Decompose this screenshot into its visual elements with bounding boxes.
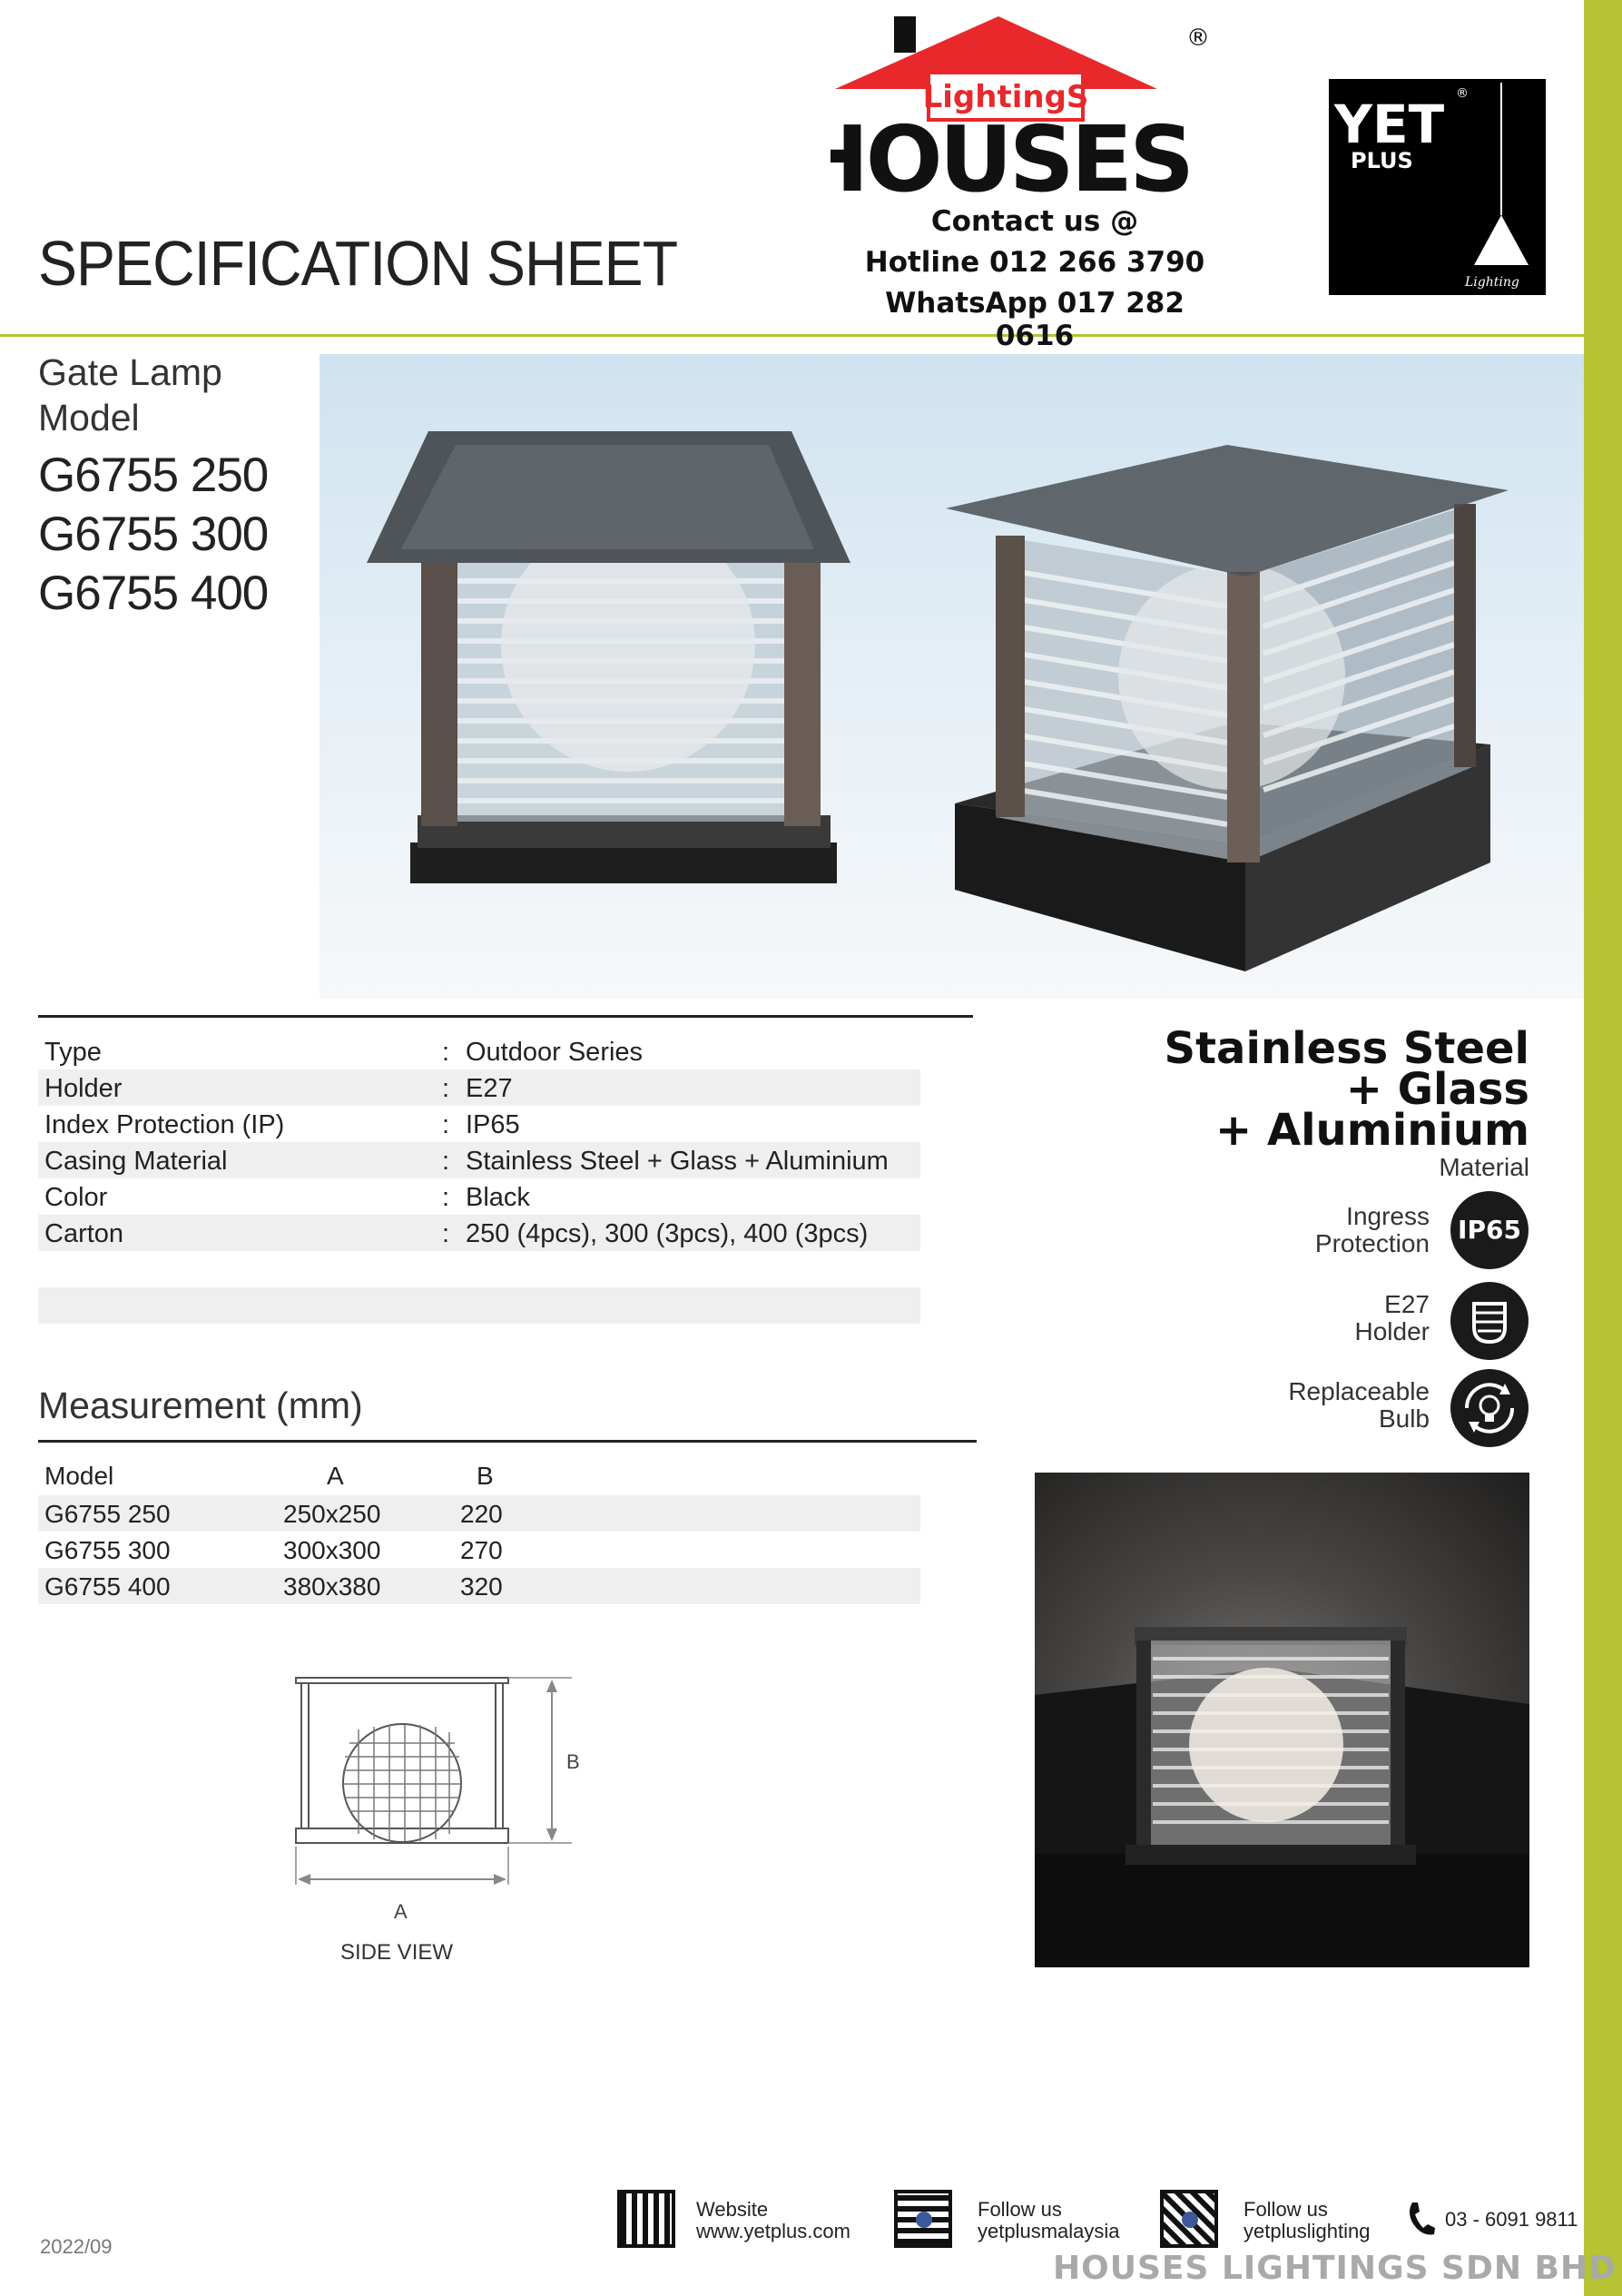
spec-label: Holder: [44, 1074, 123, 1103]
measurement-model: G6755 400: [44, 1572, 171, 1601]
side-view-diagram: [272, 1661, 599, 1907]
spec-row: [38, 1069, 920, 1106]
product-category: Gate Lamp: [38, 351, 222, 393]
replaceable-bulb-icon: [1450, 1369, 1529, 1447]
measurement-row: [38, 1495, 920, 1532]
feature-label-line: Bulb: [1378, 1404, 1430, 1433]
dimension-b-label: B: [566, 1750, 580, 1773]
measurement-b: 220: [460, 1500, 503, 1528]
measurement-header-row: [38, 1457, 920, 1493]
spec-value: IP65: [466, 1110, 520, 1139]
measurement-a: 250x250: [283, 1500, 381, 1528]
page-title: SPECIFICATION SHEET: [38, 228, 678, 299]
material-line: + Glass: [1345, 1064, 1529, 1115]
material-caption: Material: [1439, 1153, 1529, 1181]
spec-label: Type: [44, 1038, 102, 1067]
lit-lamp-photo: [1035, 1473, 1529, 1967]
measurement-a: 380x380: [283, 1572, 381, 1601]
phone-icon: [1405, 2201, 1436, 2237]
feature-label-line: Ingress: [1346, 1202, 1430, 1230]
facebook-icon: [916, 2212, 932, 2228]
measurement-model: G6755 300: [44, 1536, 171, 1564]
yetplus-logo: [1329, 79, 1546, 295]
footer-link-title: Website: [696, 2198, 769, 2221]
column-header: B: [477, 1462, 494, 1490]
spec-separator: :: [442, 1038, 450, 1067]
feature-label: [1355, 1291, 1430, 1345]
feature-label-line: Protection: [1314, 1229, 1430, 1257]
feature-label: [1315, 1203, 1430, 1257]
spec-row-empty: [38, 1287, 920, 1324]
footer-link-facebook-2[interactable]: [1244, 2199, 1370, 2242]
spec-separator: :: [442, 1110, 450, 1139]
spec-separator: :: [442, 1074, 450, 1103]
accent-sidebar: [1584, 0, 1622, 2296]
hotline: Hotline 012 266 3790: [864, 246, 1205, 279]
ip65-icon: [1450, 1191, 1529, 1269]
footer-link-website[interactable]: [696, 2199, 850, 2242]
spec-label: Color: [44, 1183, 108, 1212]
spec-separator: :: [442, 1147, 450, 1176]
model-label: Model: [38, 397, 140, 439]
spec-separator: :: [442, 1183, 450, 1212]
feature-label: [1288, 1378, 1430, 1433]
bulb-holder-icon: [1450, 1282, 1529, 1360]
svg-text:PLUS: PLUS: [1351, 148, 1413, 173]
spec-row: [38, 1106, 920, 1142]
footer-link-value: yetpluslighting: [1244, 2220, 1371, 2242]
measurement-b: 320: [460, 1572, 503, 1601]
dimension-a-label: A: [394, 1900, 408, 1923]
footer-link-value: yetplusmalaysia: [978, 2220, 1120, 2242]
feature-label-line: Holder: [1354, 1317, 1430, 1345]
measurement-row: [38, 1568, 920, 1604]
ip65-icon-text: IP65: [1458, 1215, 1521, 1245]
facebook-qr-code[interactable]: [894, 2190, 952, 2248]
spec-label: Casing Material: [44, 1147, 228, 1176]
measurement-divider: [38, 1440, 977, 1443]
column-header: A: [327, 1462, 344, 1490]
facebook-icon: [1182, 2212, 1198, 2228]
material-line: + Aluminium: [1215, 1105, 1529, 1156]
footer-link-value: www.yetplus.com: [696, 2220, 850, 2242]
measurement-heading: Measurement (mm): [38, 1384, 363, 1426]
spec-row: [38, 1215, 920, 1251]
measurement-row: [38, 1532, 920, 1568]
footer-link-title: Follow us: [978, 2198, 1062, 2221]
svg-text:Lighting: Lighting: [1465, 275, 1519, 290]
whatsapp: WhatsApp 017 282 0616: [885, 287, 1185, 352]
svg-text:YET: YET: [1334, 94, 1445, 155]
model-code: G6755 300: [38, 507, 269, 561]
houses-lightings-logo: [831, 9, 1239, 204]
measurement-b: 270: [460, 1536, 503, 1564]
website-qr-code[interactable]: [617, 2190, 675, 2248]
svg-text:®: ®: [1456, 86, 1469, 101]
footer-link-facebook[interactable]: [978, 2199, 1120, 2242]
svg-text:LightingS: LightingS: [922, 79, 1089, 115]
feature-label-line: E27: [1384, 1290, 1430, 1318]
spec-value: Stainless Steel + Glass + Aluminium: [466, 1147, 889, 1176]
spec-row: [38, 1142, 920, 1178]
spec-label: Index Protection (IP): [44, 1110, 285, 1139]
spec-separator: :: [442, 1219, 450, 1248]
material-line: Stainless Steel: [1164, 1023, 1529, 1074]
header-divider: [0, 334, 1584, 337]
column-header: Model: [44, 1462, 114, 1490]
measurement-model: G6755 250: [44, 1500, 171, 1528]
side-view-caption: SIDE VIEW: [340, 1940, 454, 1965]
spec-value: E27: [466, 1074, 513, 1103]
spec-value: 250 (4pcs), 300 (3pcs), 400 (3pcs): [466, 1219, 869, 1248]
revision-date: 2022/09: [40, 2235, 113, 2258]
measurement-a: 300x300: [283, 1536, 381, 1564]
svg-text:®: ®: [1186, 25, 1210, 52]
model-code: G6755 250: [38, 448, 269, 502]
footer-phone[interactable]: 03 - 6091 9811: [1445, 2208, 1578, 2231]
spec-row: [38, 1033, 920, 1069]
footer-link-title: Follow us: [1244, 2198, 1328, 2221]
model-code: G6755 400: [38, 567, 269, 620]
feature-label-line: Replaceable: [1288, 1377, 1430, 1405]
contact-heading: Contact us @: [930, 205, 1139, 238]
spec-row: [38, 1178, 920, 1215]
facebook-qr-code-2[interactable]: [1160, 2190, 1218, 2248]
spec-divider: [38, 1015, 973, 1018]
product-photo: [319, 354, 1584, 999]
spec-value: Black: [466, 1183, 530, 1212]
svg-text:HOUSES: HOUSES: [831, 106, 1192, 204]
spec-value: Outdoor Series: [466, 1038, 644, 1067]
company-name: HOUSES LIGHTINGS SDN BHD: [1053, 2250, 1617, 2287]
spec-label: Carton: [44, 1219, 124, 1248]
